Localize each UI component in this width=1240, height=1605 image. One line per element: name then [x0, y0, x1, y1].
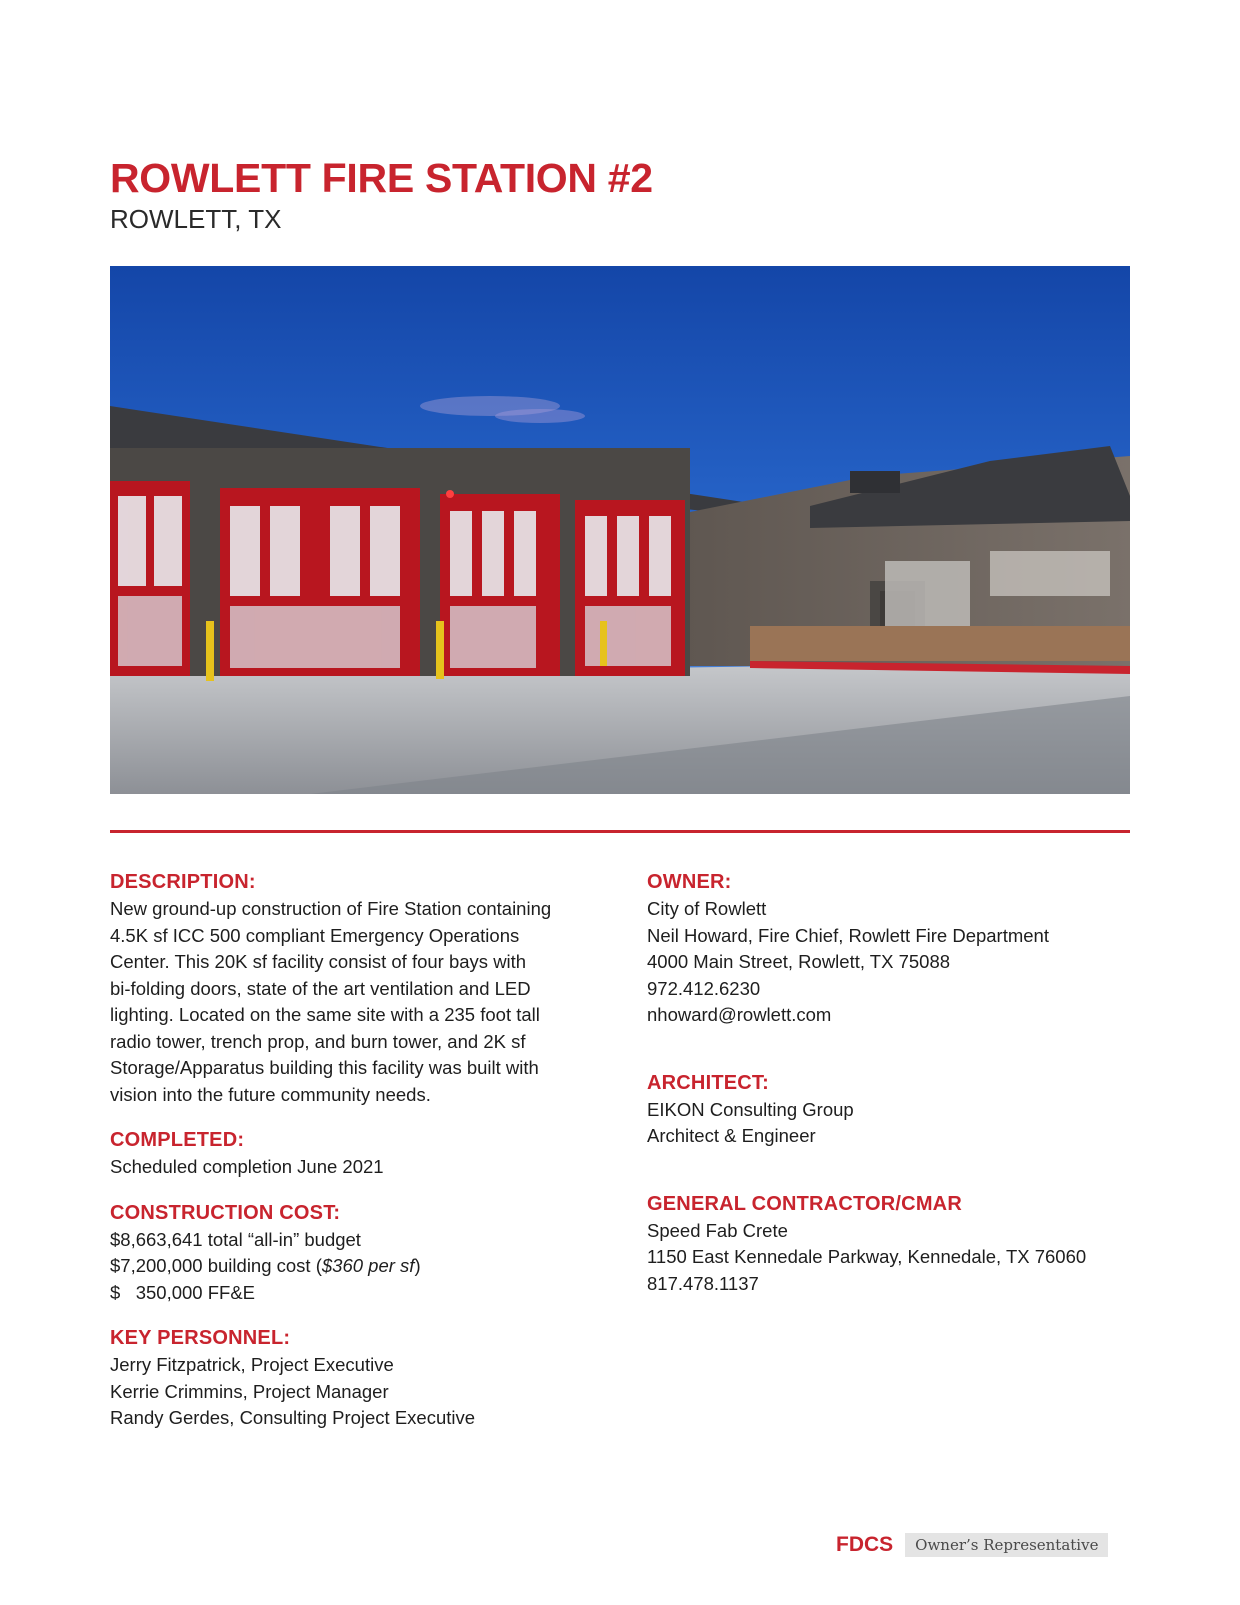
description-line: Storage/Apparatus building this facility was built with [110, 1057, 539, 1078]
completed-heading: COMPLETED: [110, 1129, 245, 1151]
page-subtitle: ROWLETT, TX [110, 204, 282, 234]
contractor-text [647, 1218, 1147, 1298]
right-column [647, 868, 1147, 1297]
owner-phone: 972.412.6230 [647, 977, 761, 999]
footer-tagline: Owner’s Representative [905, 1533, 1108, 1557]
description-text [110, 896, 610, 1108]
key-personnel-list [110, 1352, 610, 1432]
footer-brand-logo: FDCS [836, 1533, 894, 1556]
footer [836, 1532, 1108, 1558]
key-personnel-heading: KEY PERSONNEL: [110, 1327, 291, 1349]
architect-section [647, 1069, 1147, 1150]
owner-line: Neil Howard, Fire Chief, Rowlett Fire Department [647, 924, 1049, 946]
owner-heading: OWNER: [647, 871, 732, 893]
fire-station-photo [110, 266, 1130, 794]
total-budget: $8,663,641 total “all-in” budget [110, 1228, 361, 1250]
construction-cost-text [110, 1227, 610, 1307]
ffe-cost: $ 350,000 FF&E [110, 1281, 256, 1303]
owner-line: 4000 Main Street, Rowlett, TX 75088 [647, 951, 951, 972]
left-column [110, 868, 610, 1432]
contractor-line: Speed Fab Crete [647, 1219, 788, 1241]
owner-line: City of Rowlett [647, 898, 767, 919]
description-line: Center. This 20K sf facility consist of four bays with [110, 951, 527, 972]
completed-text: Scheduled completion June 2021 [110, 1156, 384, 1177]
owner-text [647, 896, 1147, 1029]
owner-section [647, 868, 1147, 1029]
personnel-item: Jerry Fitzpatrick, Project Executive [110, 1354, 394, 1375]
description-line: lighting. Located on the same site with a 235 foot tall [110, 1004, 540, 1025]
completed-section [110, 1126, 610, 1181]
building-cost [110, 1253, 610, 1280]
key-personnel-section [110, 1324, 610, 1432]
contractor-heading: GENERAL CONTRACTOR/CMAR [647, 1192, 962, 1215]
personnel-item: Randy Gerdes, Consulting Project Executive [110, 1407, 476, 1428]
description-line: vision into the future community needs. [110, 1083, 431, 1105]
contractor-phone: 817.478.1137 [647, 1272, 759, 1294]
building-cost-rate: $360 per sf [321, 1255, 415, 1276]
architect-line: Architect & Engineer [647, 1125, 816, 1146]
personnel-item: Kerrie Crimmins, Project Manager [110, 1380, 389, 1402]
page-title: ROWLETT FIRE STATION #2 [110, 155, 653, 201]
description-section [110, 868, 610, 1108]
architect-line: EIKON Consulting Group [647, 1098, 854, 1120]
construction-cost-heading: CONSTRUCTION COST: [110, 1201, 341, 1224]
description-heading: DESCRIPTION: [110, 871, 256, 893]
building-cost-suffix: ) [414, 1255, 421, 1276]
architect-heading: ARCHITECT: [647, 1071, 769, 1094]
building-cost-prefix: $7,200,000 building cost ( [110, 1255, 322, 1276]
contractor-section [647, 1190, 1147, 1298]
description-line: bi-folding doors, state of the art ventilation and LED [110, 977, 531, 999]
contractor-line: 1150 East Kennedale Parkway, Kennedale, TX 76060 [647, 1246, 1087, 1267]
description-line: 4.5K sf ICC 500 compliant Emergency Operations [110, 924, 520, 946]
section-divider [110, 830, 1130, 833]
description-line: radio tower, trench prop, and burn tower, and 2K sf [110, 1030, 526, 1052]
owner-email: nhoward@rowlett.com [647, 1004, 832, 1025]
description-line: New ground-up construction of Fire Station containing [110, 898, 552, 919]
construction-cost-section [110, 1199, 610, 1307]
architect-text [647, 1097, 1147, 1150]
